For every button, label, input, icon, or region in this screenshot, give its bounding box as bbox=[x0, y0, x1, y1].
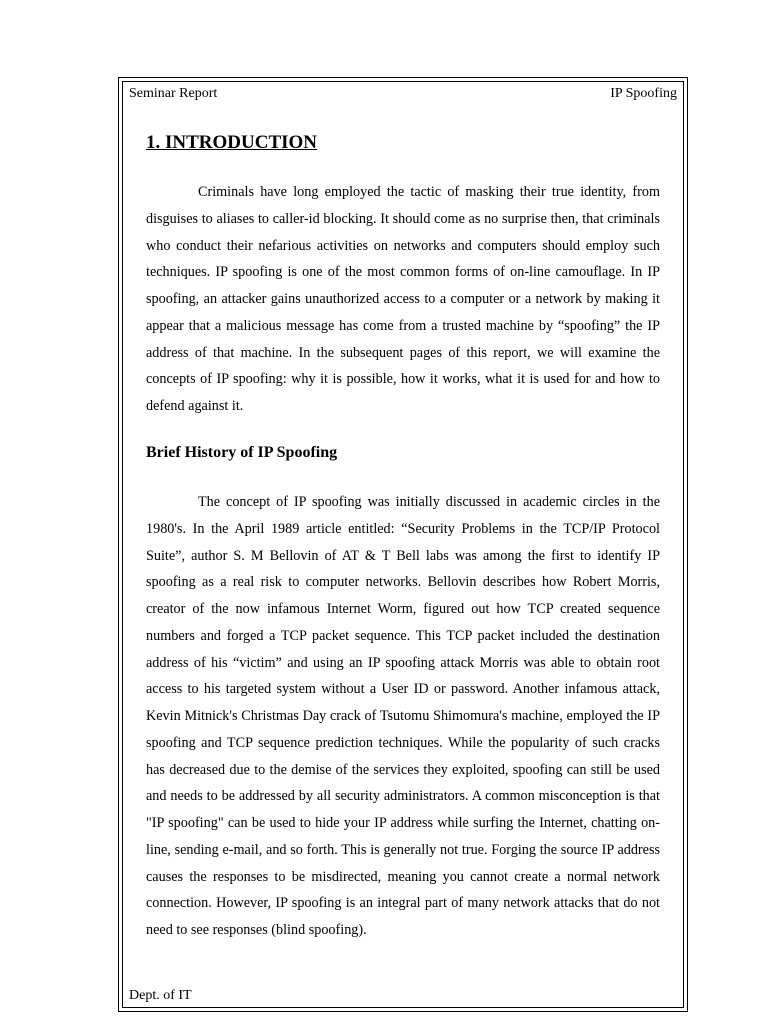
subsection-heading: Brief History of IP Spoofing bbox=[146, 444, 338, 461]
header-report-label: Seminar Report bbox=[129, 86, 218, 101]
header-topic-label: IP Spoofing bbox=[610, 86, 677, 101]
intro-paragraph: Criminals have long employed the tactic of masking their true identity, from disguises to aliases to caller-id blocking. It should come as no surprise then, that criminals who conduct their nefarious activities on networks and computers should employ such techniques. IP spoofing is one of the most common forms of on-line camouflage. In IP spoofing, an attacker gains unauthorized access to a computer or a network by making it appear that a malicious message has come from a trusted machine by “spoofing” the IP address of that machine. In the subsequent pages of this report, we will examine the concepts of IP spoofing: why it is possible, how it works, what it is used for and how to defend against it. bbox=[146, 184, 660, 414]
history-paragraph: The concept of IP spoofing was initially discussed in academic circles in the 1980's. In the April 1989 article entitled: “Security Problems in the TCP/IP Protocol Suite”, author S. M Bellovin of AT & T Bell labs was among the first to identify IP spoofing as a real risk to computer networks. Bellovin describes how Robert Morris, creator of the now infamous Internet Worm, figured out how TCP created sequence numbers and forged a TCP packet sequence. This TCP packet included the destination address of his “victim” and using an IP spoofing attack Morris was able to obtain root access to his targeted system without a User ID or password. Another infamous attack, Kevin Mitnick's Christmas Day crack of Tsutomu Shimomura's machine, employed the IP spoofing and TCP sequence prediction techniques. While the popularity of such cracks has decreased due to the demise of the services they exploited, spoofing can still be used and needs to be addressed by all security administrators. A common misconception is that "IP spoofing" can be used to hide your IP address while surfing the Internet, chatting on-line, sending e-mail, and so forth. This is generally not true. Forging the source IP address causes the responses to be misdirected, meaning you cannot create a normal network connection. However, IP spoofing is an integral part of many network attacks that do not need to see responses (blind spoofing). bbox=[146, 494, 660, 938]
section-heading: 1. INTRODUCTION bbox=[146, 132, 318, 153]
footer-department-label: Dept. of IT bbox=[129, 988, 192, 1003]
